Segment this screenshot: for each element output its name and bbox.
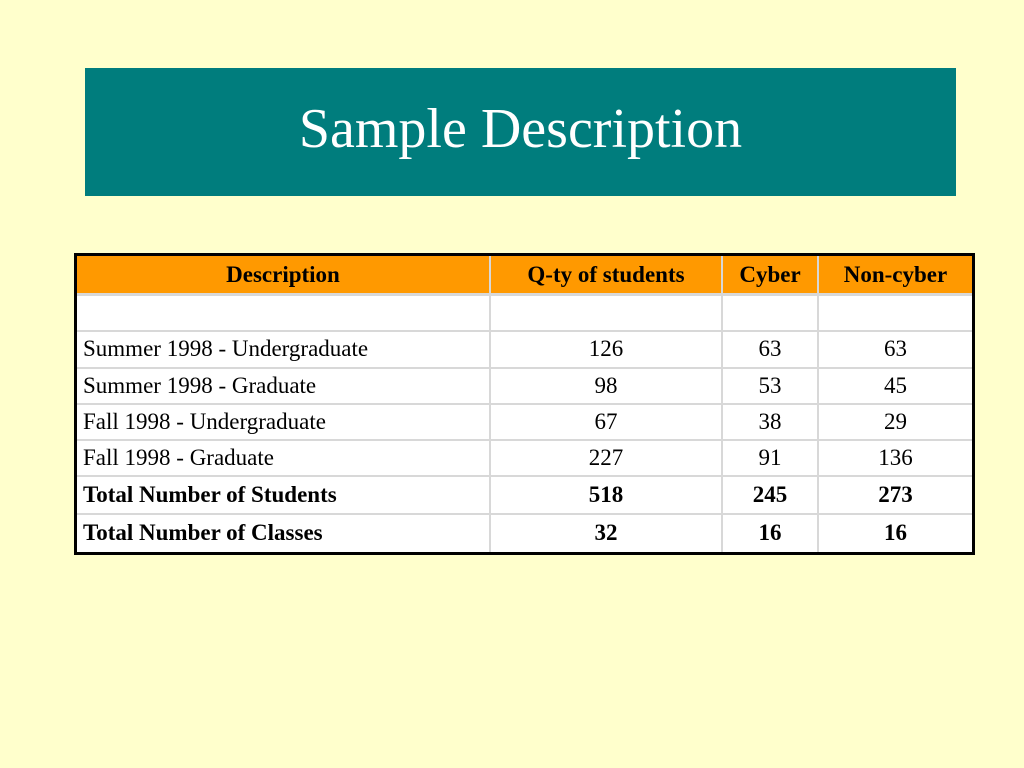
total-qty: 32 bbox=[491, 515, 723, 552]
blank-cell bbox=[723, 296, 819, 332]
slide-title: Sample Description bbox=[298, 98, 743, 160]
row-non-cyber: 45 bbox=[819, 369, 972, 405]
total-cyber: 16 bbox=[723, 515, 819, 552]
row-non-cyber: 29 bbox=[819, 405, 972, 441]
row-non-cyber: 136 bbox=[819, 441, 972, 477]
row-description: Summer 1998 - Graduate bbox=[77, 369, 491, 405]
blank-cell bbox=[819, 296, 972, 332]
total-description: Total Number of Students bbox=[77, 477, 491, 514]
total-non-cyber: 16 bbox=[884, 520, 907, 546]
row-qty: 67 bbox=[491, 405, 723, 441]
header-qty-students: Q-ty of students bbox=[491, 256, 723, 296]
total-students-row bbox=[77, 477, 972, 514]
total-classes-row bbox=[77, 515, 972, 552]
row-qty: 227 bbox=[491, 441, 723, 477]
total-qty: 518 bbox=[491, 477, 723, 514]
total-description: Total Number of Classes bbox=[77, 515, 491, 552]
header-cyber: Cyber bbox=[723, 256, 819, 296]
header-non-cyber: Non-cyber bbox=[819, 256, 972, 296]
row-cyber: 38 bbox=[723, 405, 819, 441]
row-description: Fall 1998 - Undergraduate bbox=[77, 405, 491, 441]
blank-cell bbox=[491, 296, 723, 332]
table-row bbox=[77, 369, 972, 405]
row-non-cyber: 63 bbox=[819, 332, 972, 368]
total-non-cyber: 273 bbox=[819, 477, 972, 514]
table-row bbox=[77, 332, 972, 368]
row-cyber: 91 bbox=[723, 441, 819, 477]
row-qty: 98 bbox=[491, 369, 723, 405]
row-cyber: 53 bbox=[723, 369, 819, 405]
table-row bbox=[77, 441, 972, 477]
table-frame bbox=[74, 253, 975, 555]
title-banner bbox=[85, 68, 956, 196]
header-row bbox=[77, 256, 972, 296]
blank-cell bbox=[77, 296, 491, 332]
row-cyber: 63 bbox=[723, 332, 819, 368]
table-row bbox=[77, 405, 972, 441]
blank-row bbox=[77, 296, 972, 332]
row-qty: 126 bbox=[491, 332, 723, 368]
header-description: Description bbox=[77, 256, 491, 296]
row-description: Summer 1998 - Undergraduate bbox=[77, 332, 491, 368]
row-description: Fall 1998 - Graduate bbox=[77, 441, 491, 477]
sample-table bbox=[77, 256, 972, 552]
total-cyber: 245 bbox=[723, 477, 819, 514]
